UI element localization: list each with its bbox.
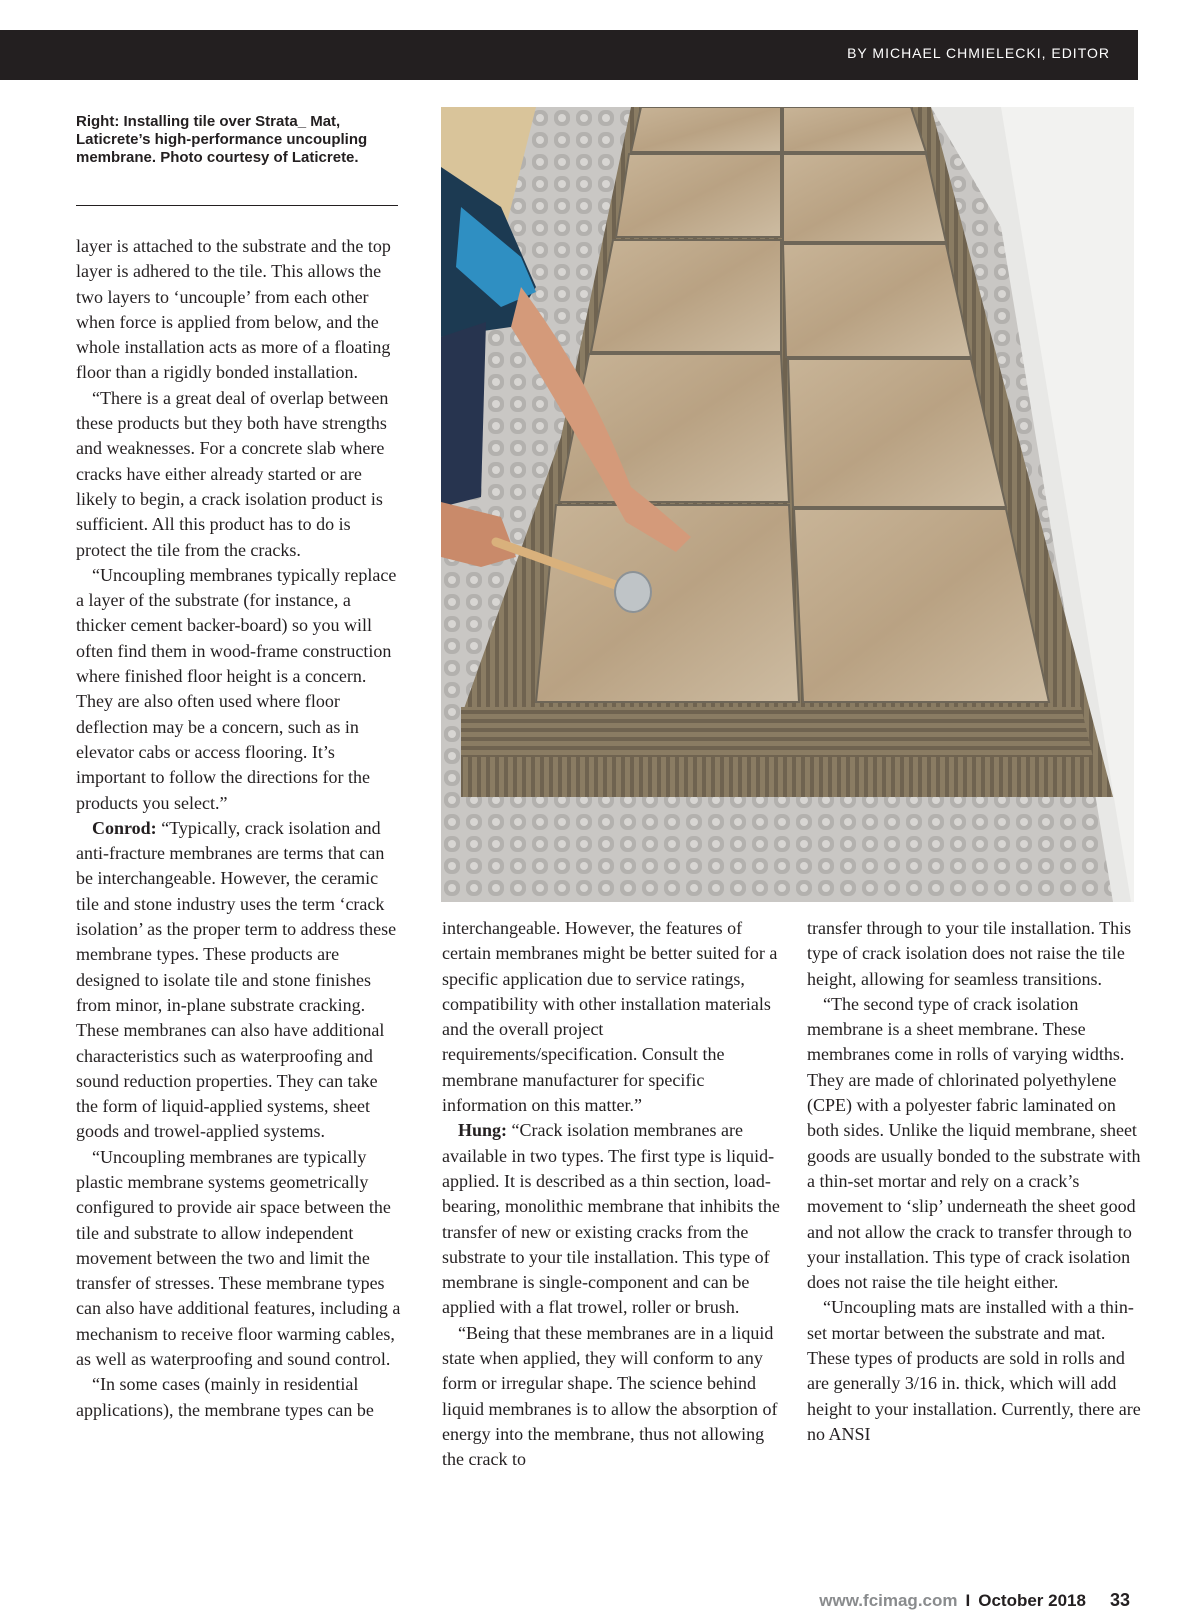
paragraph: transfer through to your tile installation. This type of crack isolation does not raise the tile height, allowing for seamless transitions. (807, 918, 1132, 989)
speaker-name: Conrod: (92, 817, 157, 838)
tile-installation-photo (441, 107, 1134, 902)
paragraph: “The second type of crack isolation membrane is a sheet membrane. These membranes come in rolls of varying widths. They are made of chlorinated polyethylene (CPE) with a polyester fabric laminated on both sides. Unlike the liquid membrane, sheet goods are usually bonded to the substrate with a thin-set mortar and rely on a crack’s movement to ‘slip’ underneath the sheet good and not allow the crack to transfer through to your installation. This type of crack isolation does not raise the tile height either. (807, 993, 1141, 1293)
paragraph: “In some cases (mainly in residential applications), the membrane types can be (76, 1374, 374, 1420)
paragraph: interchangeable. However, the features of certain membranes might be better suited for a specific application due to service ratings, compatibility with other installation materials and the overall project requirements/specification. Consult the membrane manufacturer for specific information on this matter.” (442, 918, 778, 1116)
byline: BY MICHAEL CHMIELECKI, EDITOR (847, 45, 1110, 61)
page-footer (819, 1590, 1130, 1611)
article-column-2 (442, 916, 780, 1473)
paragraph-text: “Typically, crack isolation and anti-fracture membranes are terms that can be interchangeable. However, the ceramic tile and stone industry uses the term ‘crack isolation’ as the proper term to address these membrane types. These products are designed to isolate tile and stone finishes from minor, in-plane substrate cracking. These membranes can also have additional characteristics such as waterproofing and sound reduction properties. They can take the form of liquid-applied systems, sheet goods and trowel-applied systems. (76, 817, 397, 1142)
paragraph: “Uncoupling membranes are typically plastic membrane systems geometrically configured to provide air space between the tile and substrate to allow independent movement between the two and limit the transfer of stresses. These membrane types can also have additional features, including a mechanism to receive floor warming cables, as well as waterproofing and sound control. (76, 1146, 401, 1370)
issue-date: October 2018 (978, 1591, 1086, 1610)
paragraph: layer is attached to the substrate and the top layer is adhered to the tile. This allows the two layers to ‘uncouple’ from each other when force is applied from below, and the whole installation acts as more of a floating floor than a rigidly bonded installation. (76, 236, 391, 383)
article-column-3 (807, 916, 1147, 1447)
footer-separator: I (965, 1591, 971, 1610)
paragraph: “Uncoupling mats are installed with a thin-set mortar between the substrate and mat. These types of products are sold in rolls and are generally 3/16 in. thick, which will add height to your installation. Currently, there are no ANSI (807, 1297, 1141, 1444)
caption-divider (76, 205, 398, 206)
paragraph (76, 816, 404, 1145)
page-number: 33 (1109, 1590, 1130, 1610)
header-bar (0, 30, 1138, 80)
paragraph: “Uncoupling membranes typically replace a layer of the substrate (for instance, a thicker cement backer-board) so you will often find them in wood-frame construction where finished floor height is a concern. They are also often used where floor deflection may be a concern, such as in elevator cabs or access flooring. It’s important to follow the directions for the products you select.” (76, 564, 397, 813)
paragraph: “Being that these membranes are in a liquid state when applied, they will conform to any form or irregular shape. The science behind liquid membranes is to allow the absorption of energy into the membrane, thus not allowing the crack to (442, 1322, 778, 1470)
paragraph (442, 1118, 780, 1320)
photo-caption: Right: Installing tile over Strata_ Mat, Laticrete’s high-performance uncoupling membrane. Photo courtesy of Laticrete. (76, 113, 368, 166)
speaker-name: Hung: (458, 1120, 508, 1141)
article-column-1 (76, 234, 404, 1423)
paragraph: “There is a great deal of overlap between these products but they both have strengths and weaknesses. For a concrete slab where cracks have either already started or are likely to begin, a crack isolation product is sufficient. All this product has to do is protect the tile from the cracks. (76, 387, 389, 560)
paragraph-text: “Crack isolation membranes are available in two types. The first type is liquid-applied. It is described as a thin section, load-bearing, monolithic membrane that inhibits the transfer of new or existing cracks from the substrate to your tile installation. This type of membrane is single-component and can be applied with a flat trowel, roller or brush. (442, 1120, 780, 1318)
website-link[interactable]: www.fcimag.com (819, 1591, 958, 1610)
